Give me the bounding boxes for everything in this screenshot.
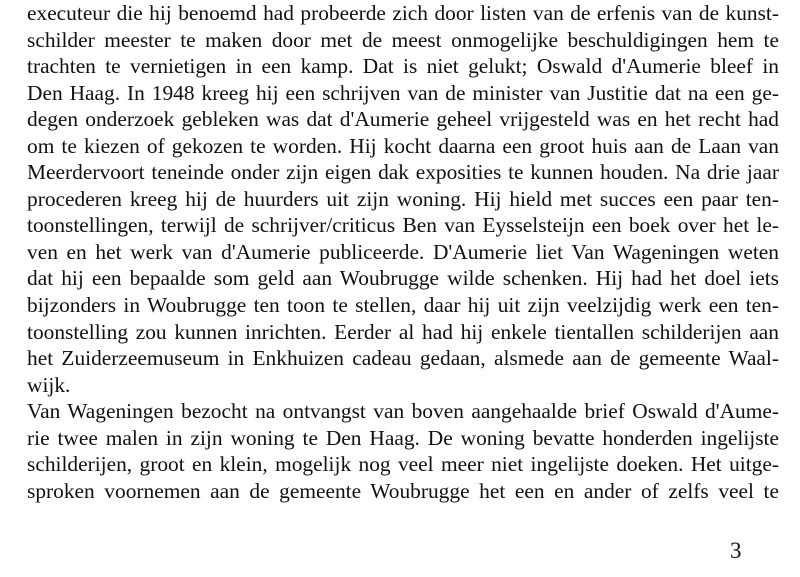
text-line: rie twee malen in zijn woning te Den Haag. De woning bevatte honderden ingelijste — [27, 425, 779, 450]
text-line: toonstellingen, terwijl de schrijver/criticus Ben van Eysselsteijn een boek over het le- — [27, 213, 779, 238]
text-line: sproken voornemen aan de gemeente Woubrugge het een en ander of zelfs veel te — [27, 478, 779, 503]
text-line: het Zuiderzeemuseum in Enkhuizen cadeau gedaan, alsmede aan de gemeente Waal- — [27, 346, 779, 371]
text-line: wijk. — [27, 372, 71, 397]
text-line: executeur die hij benoemd had probeerde zich door listen van de erfenis van de kunst- — [27, 1, 779, 25]
text-line: schilderijen, groot en klein, mogelijk nog veel meer niet ingelijste doeken. Het uitge- — [27, 452, 779, 477]
text-line: bijzonders in Woubrugge ten toon te stellen, daar hij uit zijn veelzijdig werk een ten- — [27, 293, 779, 318]
page-number: 3 — [730, 538, 742, 563]
text-line: dat hij een bepaalde som geld aan Woubrugge wilde schenken. Hij had het doel iets — [27, 266, 779, 291]
text-line: om te kiezen of gekozen te worden. Hij kocht daarna een groot huis aan de Laan van — [27, 133, 779, 158]
text-line: ven en het werk van d'Aumerie publiceerde. D'Aumerie liet Van Wageningen weten — [27, 239, 779, 264]
body-text — [27, 0, 779, 504]
text-line: schilder meester te maken door met de meest onmogelijke beschuldigingen hem te — [27, 27, 779, 52]
text-line: trachten te vernietigen in een kamp. Dat is niet gelukt; Oswald d'Aumerie bleef in — [27, 54, 779, 79]
text-line: procederen kreeg hij de huurders uit zijn woning. Hij hield met succes een paar ten- — [27, 186, 779, 211]
text-line: Van Wageningen bezocht na ontvangst van boven aangehaalde brief Oswald d'Aume- — [27, 399, 779, 424]
text-line: toonstelling zou kunnen inrichten. Eerder al had hij enkele tientallen schilderijen aan — [27, 319, 779, 344]
text-line: degen onderzoek gebleken was dat d'Aumerie geheel vrijgesteld was en het recht had — [27, 107, 779, 132]
text-line: Den Haag. In 1948 kreeg hij een schrijven van de minister van Justitie dat na een ge- — [27, 80, 779, 105]
text-line: Meerdervoort teneinde onder zijn eigen dak exposities te kunnen houden. Na drie jaar — [27, 160, 779, 185]
